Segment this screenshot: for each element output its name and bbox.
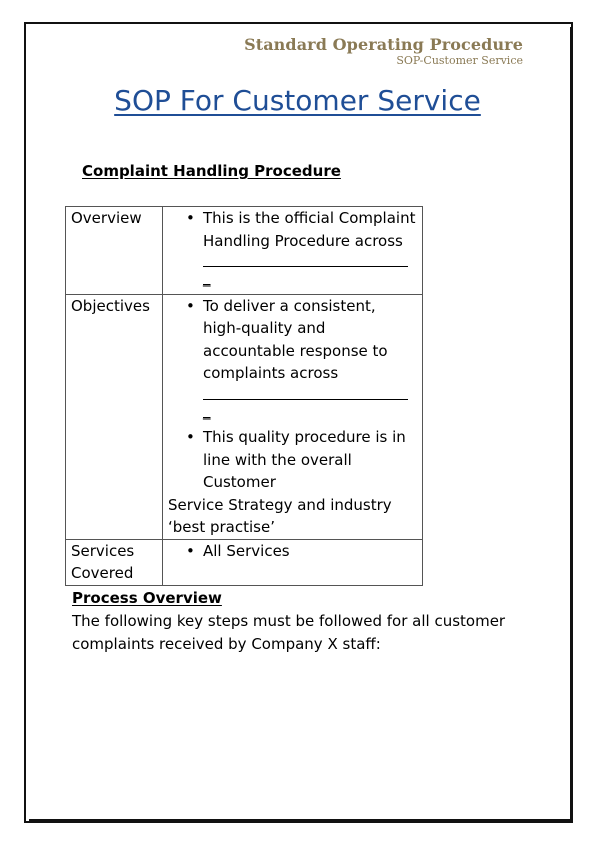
blank-tail: _ <box>203 401 211 420</box>
row-content-services <box>163 539 423 585</box>
list-item <box>186 295 417 423</box>
table-row <box>66 207 423 295</box>
blank-line <box>203 385 408 400</box>
page-border-shadow-right <box>570 27 573 822</box>
document-title: SOP For Customer Service <box>114 84 481 117</box>
page-border-shadow-bottom <box>29 819 573 822</box>
bullet-icon: • <box>186 296 195 315</box>
process-overview-title: Process Overview <box>72 589 222 607</box>
bullet-icon: • <box>186 541 195 560</box>
process-overview-text: The following key steps must be followed for all customer complaints received by Company X staff: <box>72 612 506 653</box>
bullet-text: To deliver a consistent, high-quality and accountable response to complaints across <box>203 296 388 382</box>
blank-line <box>203 252 408 267</box>
row-content-objectives <box>163 294 423 539</box>
bullet-text: All Services <box>203 541 290 560</box>
bullet-continuation: Service Strategy and industry ‘best practise’ <box>168 495 392 536</box>
bullet-text: This is the official Complaint Handling Procedure across <box>203 209 416 250</box>
row-label-overview: Overview <box>66 207 163 295</box>
bullet-text: This quality procedure is in line with the overall Customer <box>203 428 406 491</box>
header-subtitle: SOP-Customer Service <box>396 54 523 67</box>
row-label-objectives: Objectives <box>66 294 163 539</box>
row-content-overview <box>163 207 423 295</box>
table-row <box>66 539 423 585</box>
bullet-icon: • <box>186 428 195 446</box>
table-row <box>66 294 423 539</box>
row-label-services: Services Covered <box>66 539 163 585</box>
list-item <box>186 540 417 585</box>
blank-tail: _ <box>203 269 211 287</box>
header-title: Standard Operating Procedure <box>244 35 523 54</box>
section-title: Complaint Handling Procedure <box>82 162 341 180</box>
procedure-table <box>65 206 423 586</box>
list-item <box>186 207 417 290</box>
list-item <box>168 426 417 539</box>
bullet-icon: • <box>186 209 195 227</box>
